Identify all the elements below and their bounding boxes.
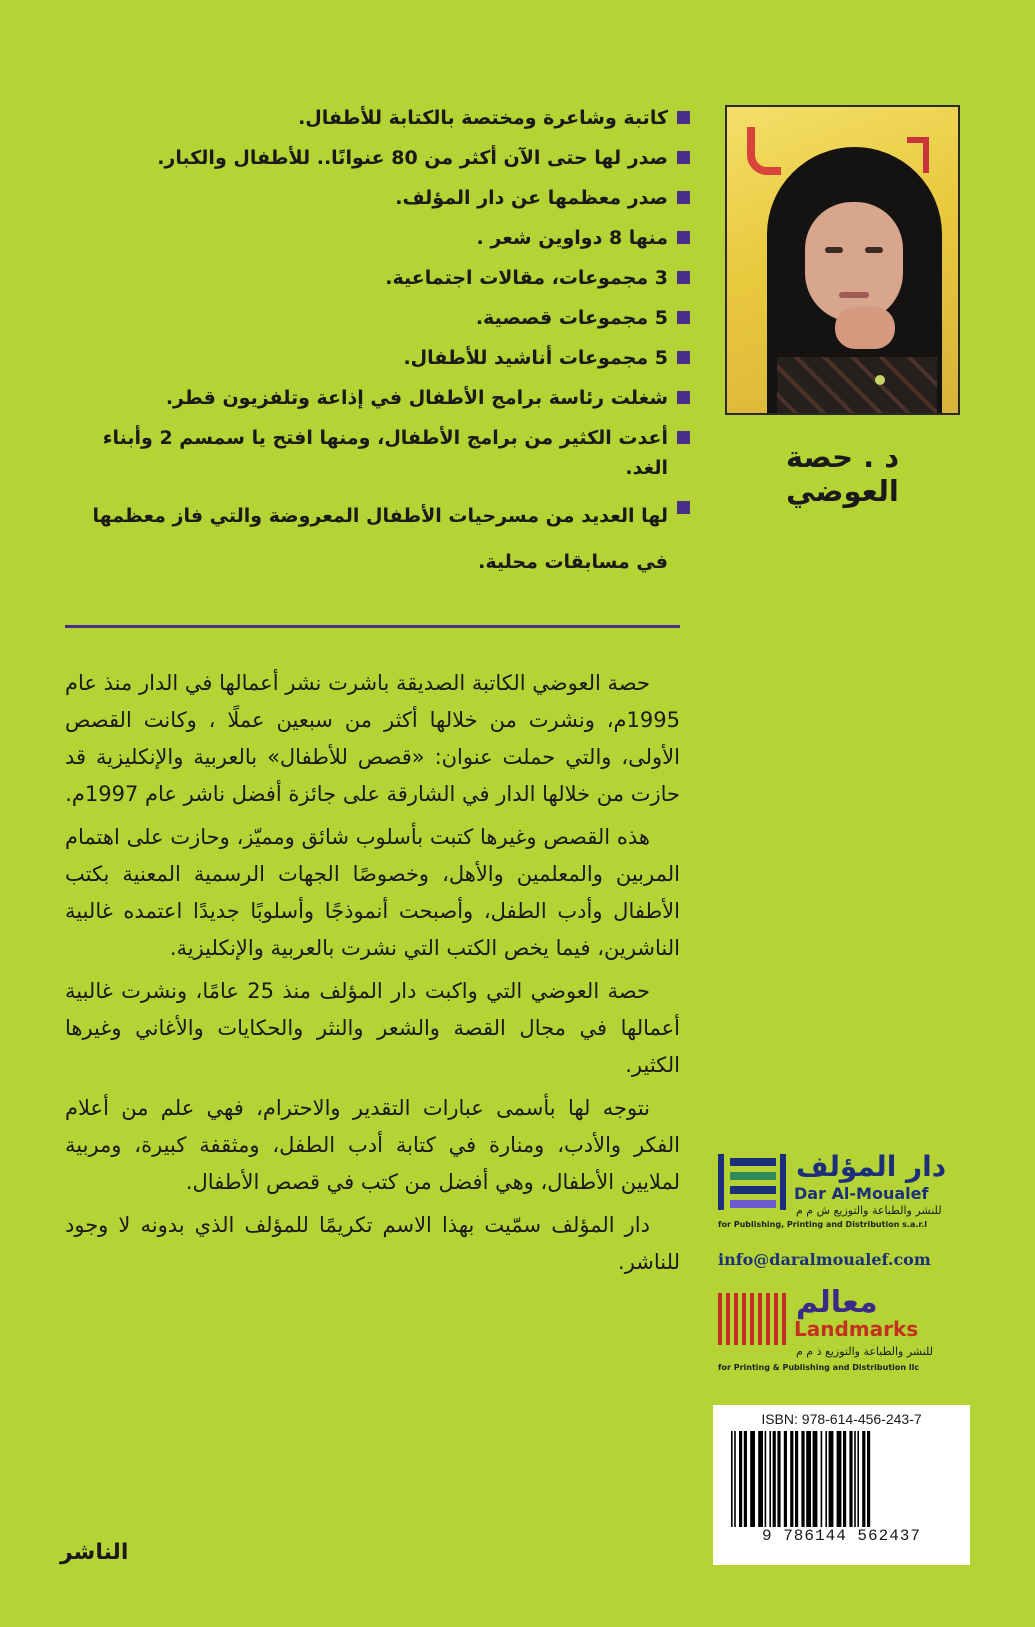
square-bullet-icon <box>677 111 690 124</box>
isbn-digits: 9 786144 562437 <box>761 1527 922 1545</box>
list-item: كاتبة وشاعرة ومختصة بالكتابة للأطفال. <box>80 103 690 133</box>
publisher-ar-subtitle: للنشر والطباعة والتوزيع ش م م <box>796 1204 942 1217</box>
author-photo <box>725 105 960 415</box>
paragraph: حصة العوضي الكاتبة الصديقة باشرت نشر أعمالها في الدار منذ عام 1995م، ونشرت من خلالها أكثر من سبعين عملًا ، وكانت القصص الأولى، والتي حملت عنوان: «قصص للأطفال» بالعربية والإنكليزية قد حازت من خلالها الدار في الشارقة على جائزة أفضل ناشر عام 1997م. <box>65 671 680 806</box>
list-item: صدر لها حتى الآن أكثر من 80 عنوانًا.. للأطفال والكبار. <box>80 143 690 173</box>
books-logo-icon <box>718 1148 788 1218</box>
publisher-ar-subtitle: للنشر والطباعة والتوزيع ذ م م <box>796 1345 934 1358</box>
square-bullet-icon <box>677 151 690 164</box>
list-item: صدر معظمها عن دار المؤلف. <box>80 183 690 213</box>
list-item: 5 مجموعات أناشيد للأطفال. <box>80 343 690 373</box>
publisher-email: info@daralmoualef.com <box>718 1250 931 1269</box>
publisher-en-name: Landmarks <box>794 1317 919 1341</box>
publisher-ar-name: معالم <box>796 1285 878 1320</box>
stripes-logo-icon <box>718 1293 788 1345</box>
isbn-label: ISBN: 978-614-456-243-7 <box>761 1411 922 1427</box>
paragraph: نتوجه لها بأسمى عبارات التقدير والاحترام، فهي علم من أعلام الفكر والأدب، ومنارة في كتابة أدب الطفل، ومثقفة كبيرة، ومربية لملايين الأطفال، وهي أفضل من كتب في قصص الأطفال. <box>65 1096 680 1194</box>
publisher-statement <box>65 665 680 1287</box>
square-bullet-icon <box>677 431 690 444</box>
paragraph: دار المؤلف سمّيت بهذا الاسم تكريمًا للمؤلف الذي بدونه لا وجود للناشر. <box>65 1213 680 1274</box>
list-item: 5 مجموعات قصصية. <box>80 303 690 333</box>
square-bullet-icon <box>677 501 690 514</box>
paragraph: حصة العوضي التي واكبت دار المؤلف منذ 25 عامًا، ونشرت غالبية أعمالها في مجال القصة والشعر والنثر والحكايات والأغاني وغيرها الكثير. <box>65 979 680 1077</box>
publisher-en-subtitle: for Printing & Publishing and Distribution llc <box>718 1363 920 1372</box>
isbn-barcode <box>713 1405 970 1565</box>
publisher-en-subtitle: for Publishing, Printing and Distribution s.a.r.l <box>718 1220 927 1229</box>
publisher-logo-landmarks <box>718 1285 968 1385</box>
list-item: منها 8 دواوين شعر . <box>80 223 690 253</box>
square-bullet-icon <box>677 271 690 284</box>
publisher-en-name: Dar Al-Moualef <box>794 1184 929 1203</box>
publisher-ar-name: دار المؤلف <box>796 1150 947 1183</box>
list-item: 3 مجموعات، مقالات اجتماعية. <box>80 263 690 293</box>
section-divider <box>65 625 680 628</box>
signature: الناشر <box>60 1540 129 1565</box>
square-bullet-icon <box>677 311 690 324</box>
square-bullet-icon <box>677 231 690 244</box>
list-item: لها العديد من مسرحيات الأطفال المعروضة والتي فاز معظمها في مسابقات محلية. <box>80 493 690 585</box>
square-bullet-icon <box>677 191 690 204</box>
barcode-icon <box>727 1431 957 1527</box>
paragraph: هذه القصص وغيرها كتبت بأسلوب شائق ومميّز، وحازت على اهتمام المربين والمعلمين والأهل، وخصوصًا الجهات الرسمية المعنية بكتب الأطفال وأدب الطفل، وأصبحت أنموذجًا وأسلوبًا جديدًا اعتمده غالبية الناشرين، فيما يخص الكتب التي نشرت بالعربية والإنكليزية. <box>65 825 680 960</box>
square-bullet-icon <box>677 351 690 364</box>
author-name: د . حصة العوضي <box>785 440 900 508</box>
square-bullet-icon <box>677 391 690 404</box>
list-item: شغلت رئاسة برامج الأطفال في إذاعة وتلفزيون قطر. <box>80 383 690 413</box>
publisher-logo-dar-al-moualef <box>718 1148 968 1228</box>
list-item: أعدت الكثير من برامج الأطفال، ومنها افتح يا سمسم 2 وأبناء الغد. <box>80 423 690 483</box>
author-facts-list <box>80 103 690 595</box>
